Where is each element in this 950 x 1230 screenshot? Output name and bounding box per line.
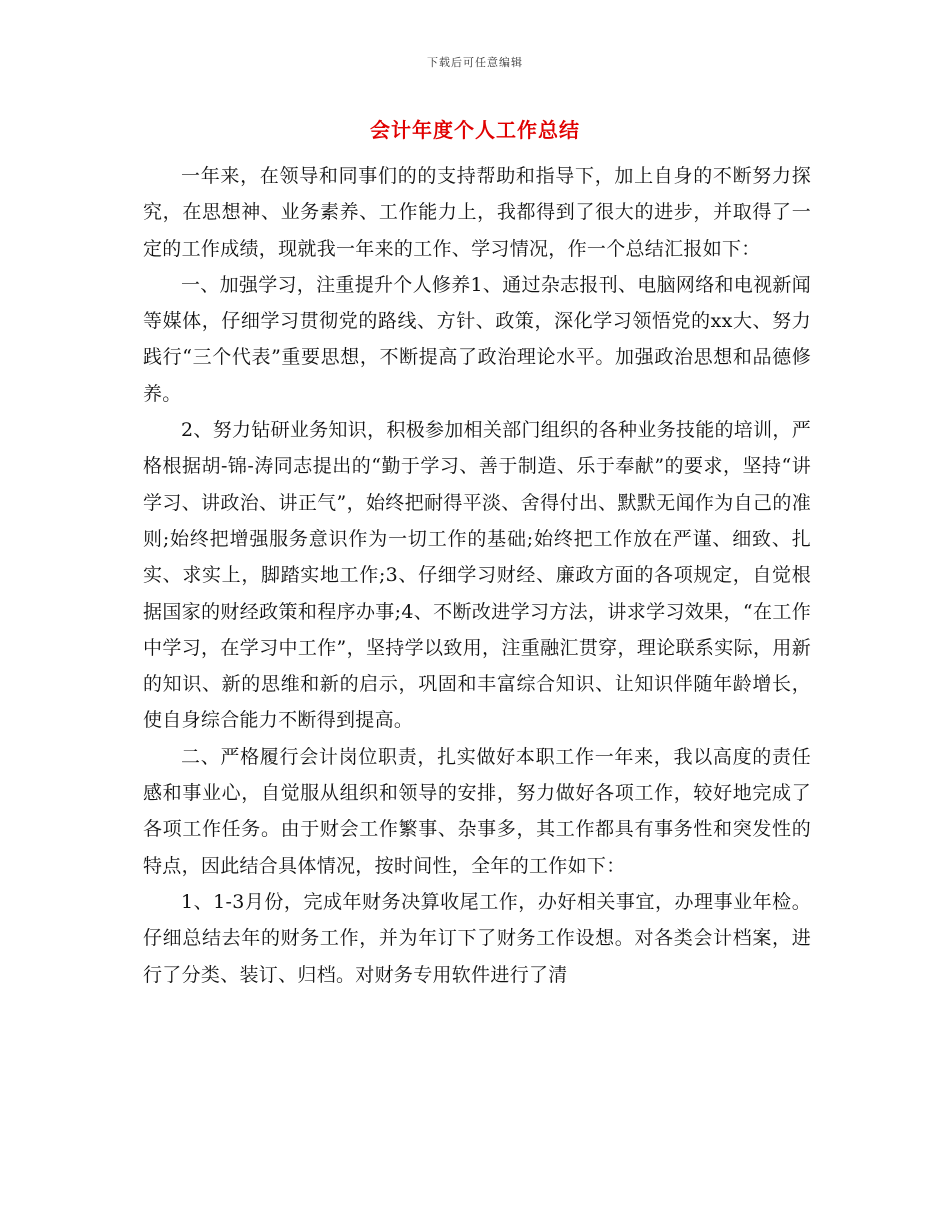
paragraph-section-1: 一、加强学习，注重提升个人修养1、通过杂志报刊、电脑网络和电视新闻等媒体，仔细学习贯彻党的路线、方针、政策，深化学习领悟党的xx大、努力践行“三个代表”重要思想，不断提高了政治理论水平。加强政治思想和品德修养。 (143, 273, 811, 405)
paragraph-section-2-item-1: 1、1-3月份，完成年财务决算收尾工作，办好相关事宜，办理事业年检。仔细总结去年的财务工作，并为年订下了财务工作设想。对各类会计档案，进行了分类、装订、归档。对财务专用软件进行了清 (143, 890, 811, 986)
document-title: 会计年度个人工作总结 (370, 118, 580, 142)
paragraph-section-2: 二、严格履行会计岗位职责，扎实做好本职工作一年来，我以高度的责任感和事业心，自觉服从组织和领导的安排，努力做好各项工作，较好地完成了各项工作任务。由于财会工作繁事、杂事多，其工作都具有事务性和突发性的特点，因此结合具体情况，按时间性，全年的工作如下： (143, 745, 811, 877)
paragraph-intro: 一年来，在领导和同事们的的支持帮助和指导下，加上自身的不断努力探究，在思想神、业务素养、工作能力上，我都得到了很大的进步，并取得了一定的工作成绩，现就我一年来的工作、学习情况，作一个总结汇报如下： (143, 165, 811, 260)
document-body (143, 158, 811, 993)
page-header: 下载后可任意编辑 (427, 56, 523, 69)
paragraph-section-1-item-2: 2、努力钻研业务知识，积极参加相关部门组织的各种业务技能的培训，严格根据胡-锦-涛同志提出的“勤于学习、善于制造、乐于奉献”的要求，坚持“讲学习、讲政治、讲正气”，始终把耐得平淡、舍得付出、默默无闻作为自己的准则;始终把增强服务意识作为一切工作的基础;始终把工作放在严谨、细致、扎实、求实上，脚踏实地工作;3、仔细学习财经、廉政方面的各项规定，自觉根据国家的财经政策和程序办事;4、不断改进学习方法，讲求学习效果，“在工作中学习，在学习中工作”，坚持学以致用，注重融汇贯穿，理论联系实际，用新的知识、新的思维和新的启示，巩固和丰富综合知识、让知识伴随年龄增长，使自身综合能力不断得到提高。 (143, 419, 811, 732)
